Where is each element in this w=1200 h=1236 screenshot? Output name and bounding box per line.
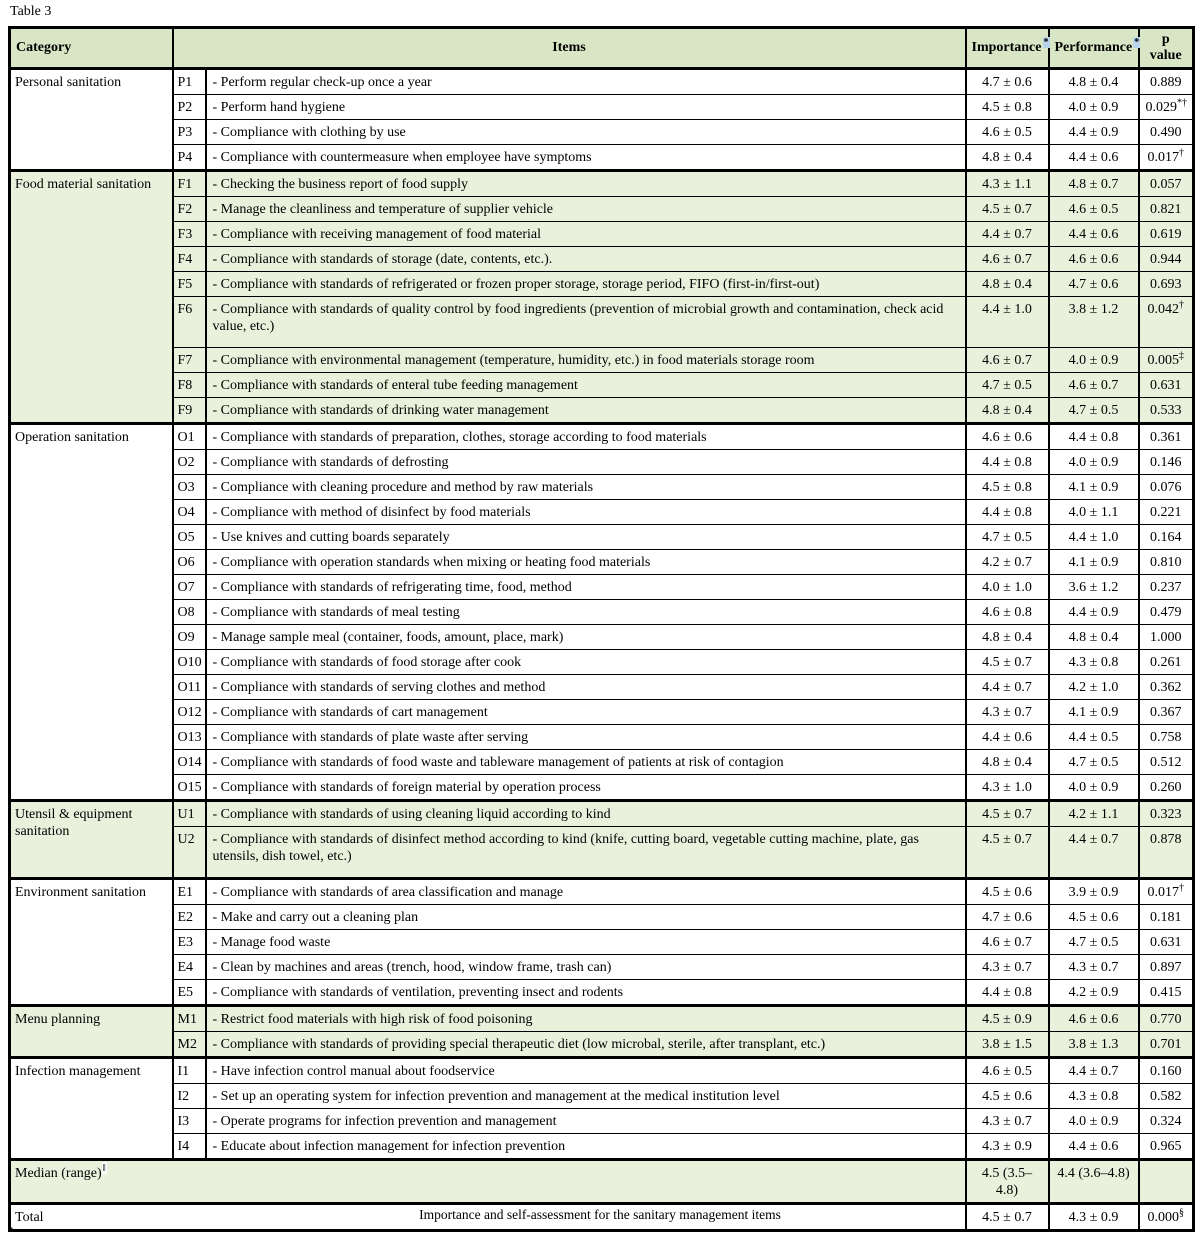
importance-cell: 4.4 ± 0.7 [966, 222, 1049, 247]
item-text-cell: - Compliance with standards of providing special therapeutic diet (low microbal, sterile, after transplant, etc.) [206, 1032, 966, 1058]
importance-cell: 4.7 ± 0.6 [966, 905, 1049, 930]
importance-cell: 4.5 ± 0.6 [966, 879, 1049, 905]
importance-cell: 4.4 ± 0.8 [966, 450, 1049, 475]
table-row [10, 801, 1194, 827]
table-row [10, 955, 1194, 980]
importance-cell: 4.6 ± 0.7 [966, 348, 1049, 373]
performance-cell: 4.3 ± 0.8 [1049, 650, 1139, 675]
importance-cell: 4.7 ± 0.6 [966, 69, 1049, 95]
category-cell: Operation sanitation [10, 424, 173, 801]
table-row [10, 272, 1194, 297]
item-text-cell: - Compliance with standards of defrosting [206, 450, 966, 475]
item-text-cell: - Educate about infection management for infection prevention [206, 1134, 966, 1160]
importance-cell: 4.3 ± 0.7 [966, 955, 1049, 980]
p-value-cell: 0.042† [1139, 297, 1194, 348]
table-row [10, 95, 1194, 120]
importance-cell: 4.4 ± 0.7 [966, 675, 1049, 700]
p-value-cell: 0.057 [1139, 171, 1194, 197]
importance-cell: 4.3 ± 1.0 [966, 775, 1049, 801]
p-value-cell: 0.076 [1139, 475, 1194, 500]
summary-row [10, 1160, 1194, 1204]
p-value-cell: 0.582 [1139, 1084, 1194, 1109]
table-row [10, 222, 1194, 247]
item-text-cell: - Compliance with receiving management of food material [206, 222, 966, 247]
item-code-cell: O12 [173, 700, 206, 725]
importance-cell: 4.3 ± 1.1 [966, 171, 1049, 197]
importance-cell: 3.8 ± 1.5 [966, 1032, 1049, 1058]
item-text-cell: - Compliance with standards of area classification and manage [206, 879, 966, 905]
item-text-cell: - Compliance with standards of plate waste after serving [206, 725, 966, 750]
table-row [10, 905, 1194, 930]
item-text-cell: - Compliance with cleaning procedure and method by raw materials [206, 475, 966, 500]
p-value-cell: 0.479 [1139, 600, 1194, 625]
item-code-cell: P3 [173, 120, 206, 145]
table-row [10, 700, 1194, 725]
performance-cell: 4.6 ± 0.6 [1049, 247, 1139, 272]
performance-cell: 4.4 ± 0.6 [1049, 145, 1139, 171]
item-code-cell: O7 [173, 575, 206, 600]
table-row [10, 879, 1194, 905]
importance-cell: 4.4 ± 0.6 [966, 725, 1049, 750]
performance-cell: 4.3 ± 0.9 [1049, 1204, 1139, 1231]
importance-cell: 4.7 ± 0.5 [966, 373, 1049, 398]
table-row [10, 675, 1194, 700]
performance-cell: 4.4 ± 0.7 [1049, 1058, 1139, 1084]
performance-cell: 4.6 ± 0.5 [1049, 197, 1139, 222]
importance-cell: 4.6 ± 0.5 [966, 1058, 1049, 1084]
table-row [10, 650, 1194, 675]
table-row [10, 725, 1194, 750]
table-row [10, 625, 1194, 650]
item-text-cell: - Compliance with environmental management (temperature, humidity, etc.) in food materials storage room [206, 348, 966, 373]
performance-cell: 4.5 ± 0.6 [1049, 905, 1139, 930]
p-value-cell: 0.533 [1139, 398, 1194, 424]
footnote-marker: ‡ [1179, 350, 1184, 362]
item-code-cell: E5 [173, 980, 206, 1006]
item-text-cell: - Use knives and cutting boards separately [206, 525, 966, 550]
performance-cell: 4.2 ± 1.1 [1049, 801, 1139, 827]
item-code-cell: E4 [173, 955, 206, 980]
item-code-cell: O3 [173, 475, 206, 500]
importance-cell: 4.5 ± 0.7 [966, 650, 1049, 675]
performance-cell: 4.7 ± 0.6 [1049, 272, 1139, 297]
performance-cell: 4.4 ± 0.6 [1049, 222, 1139, 247]
item-code-cell: F9 [173, 398, 206, 424]
performance-cell: 4.8 ± 0.4 [1049, 625, 1139, 650]
item-text-cell: - Compliance with countermeasure when employee have symptoms [206, 145, 966, 171]
summary-label-cell: Total [10, 1204, 966, 1231]
importance-cell: 4.5 ± 0.7 [966, 801, 1049, 827]
p-value-cell: 0.005‡ [1139, 348, 1194, 373]
importance-cell: 4.3 ± 0.7 [966, 700, 1049, 725]
item-code-cell: O1 [173, 424, 206, 450]
item-code-cell: I2 [173, 1084, 206, 1109]
importance-cell: 4.8 ± 0.4 [966, 145, 1049, 171]
table-row [10, 1058, 1194, 1084]
table-row [10, 930, 1194, 955]
performance-cell: 4.4 (3.6–4.8) [1049, 1160, 1139, 1204]
performance-cell: 4.0 ± 0.9 [1049, 95, 1139, 120]
p-value-cell: 0.693 [1139, 272, 1194, 297]
performance-cell: 4.0 ± 1.1 [1049, 500, 1139, 525]
table-row [10, 450, 1194, 475]
table-row [10, 145, 1194, 171]
item-text-cell: - Set up an operating system for infection prevention and management at the medical institution level [206, 1084, 966, 1109]
item-text-cell: - Compliance with standards of ventilation, preventing insect and rodents [206, 980, 966, 1006]
performance-cell: 4.4 ± 1.0 [1049, 525, 1139, 550]
item-code-cell: O2 [173, 450, 206, 475]
item-text-cell: - Compliance with standards of using cleaning liquid according to kind [206, 801, 966, 827]
p-value-cell: 0.323 [1139, 801, 1194, 827]
p-value-cell: 0.758 [1139, 725, 1194, 750]
item-code-cell: O4 [173, 500, 206, 525]
performance-cell: 3.8 ± 1.3 [1049, 1032, 1139, 1058]
table-row [10, 69, 1194, 95]
header-items: Items [173, 28, 966, 69]
p-value-cell: 0.631 [1139, 930, 1194, 955]
table-body [10, 69, 1194, 1231]
footnote-marker: † [1179, 882, 1184, 894]
table-number-label: Table 3 [10, 4, 52, 19]
table-row [10, 475, 1194, 500]
footnote-marker: *† [1177, 97, 1187, 109]
p-value-cell: 0.631 [1139, 373, 1194, 398]
importance-cell: 4.7 ± 0.5 [966, 525, 1049, 550]
importance-cell: 4.4 ± 0.8 [966, 980, 1049, 1006]
footnote-marker: ‖ [102, 1162, 106, 1175]
importance-cell: 4.6 ± 0.7 [966, 247, 1049, 272]
item-code-cell: P2 [173, 95, 206, 120]
importance-cell: 4.4 ± 0.8 [966, 500, 1049, 525]
importance-cell: 4.5 ± 0.8 [966, 95, 1049, 120]
item-text-cell: - Clean by machines and areas (trench, hood, window frame, trash can) [206, 955, 966, 980]
item-text-cell: - Manage the cleanliness and temperature of supplier vehicle [206, 197, 966, 222]
importance-cell: 4.6 ± 0.8 [966, 600, 1049, 625]
performance-cell: 4.4 ± 0.5 [1049, 725, 1139, 750]
p-value-cell: 0.889 [1139, 69, 1194, 95]
table-row [10, 750, 1194, 775]
performance-cell: 3.9 ± 0.9 [1049, 879, 1139, 905]
header-p-value: p value [1139, 28, 1194, 69]
item-text-cell: - Compliance with standards of serving clothes and method [206, 675, 966, 700]
item-text-cell: - Operate programs for infection prevention and management [206, 1109, 966, 1134]
p-value-cell: 0.237 [1139, 575, 1194, 600]
item-code-cell: O9 [173, 625, 206, 650]
item-code-cell: O10 [173, 650, 206, 675]
table-row [10, 297, 1194, 348]
table-row [10, 500, 1194, 525]
importance-cell: 4.5 ± 0.7 [966, 1204, 1049, 1231]
header-importance: Importance * [966, 28, 1049, 69]
p-value-cell: 1.000 [1139, 625, 1194, 650]
performance-cell: 4.8 ± 0.4 [1049, 69, 1139, 95]
item-code-cell: E1 [173, 879, 206, 905]
item-code-cell: U2 [173, 827, 206, 879]
performance-cell: 4.1 ± 0.9 [1049, 475, 1139, 500]
performance-cell: 4.3 ± 0.7 [1049, 955, 1139, 980]
item-text-cell: - Compliance with operation standards when mixing or heating food materials [206, 550, 966, 575]
item-text-cell: - Checking the business report of food supply [206, 171, 966, 197]
performance-cell: 4.1 ± 0.9 [1049, 550, 1139, 575]
item-code-cell: O5 [173, 525, 206, 550]
performance-cell: 4.0 ± 0.9 [1049, 775, 1139, 801]
p-value-cell: 0.164 [1139, 525, 1194, 550]
item-code-cell: P1 [173, 69, 206, 95]
category-cell: Menu planning [10, 1006, 173, 1058]
performance-cell: 4.4 ± 0.9 [1049, 120, 1139, 145]
item-code-cell: O13 [173, 725, 206, 750]
table-row [10, 120, 1194, 145]
category-cell: Environment sanitation [10, 879, 173, 1006]
p-value-cell: 0.878 [1139, 827, 1194, 879]
item-text-cell: - Compliance with standards of preparation, clothes, storage according to food materials [206, 424, 966, 450]
item-text-cell: - Compliance with standards of cart management [206, 700, 966, 725]
table-row [10, 525, 1194, 550]
table-row [10, 600, 1194, 625]
item-text-cell: - Have infection control manual about foodservice [206, 1058, 966, 1084]
table-row [10, 1109, 1194, 1134]
performance-cell: 4.3 ± 0.8 [1049, 1084, 1139, 1109]
p-value-cell: 0.221 [1139, 500, 1194, 525]
importance-cell: 4.6 ± 0.6 [966, 424, 1049, 450]
p-value-cell: 0.181 [1139, 905, 1194, 930]
table-row [10, 575, 1194, 600]
item-code-cell: O8 [173, 600, 206, 625]
importance-cell: 4.8 ± 0.4 [966, 750, 1049, 775]
p-value-cell: 0.965 [1139, 1134, 1194, 1160]
importance-cell: 4.5 ± 0.7 [966, 197, 1049, 222]
p-value-cell: 0.017† [1139, 145, 1194, 171]
table-row [10, 1134, 1194, 1160]
table-caption: Importance and self-assessment for the sanitary management items [419, 1207, 781, 1222]
p-value-cell: 0.017† [1139, 879, 1194, 905]
table-row [10, 1032, 1194, 1058]
item-code-cell: O14 [173, 750, 206, 775]
p-value-cell: 0.490 [1139, 120, 1194, 145]
item-code-cell: F5 [173, 272, 206, 297]
item-text-cell: - Manage food waste [206, 930, 966, 955]
item-code-cell: F1 [173, 171, 206, 197]
table-row [10, 424, 1194, 450]
performance-cell: 4.7 ± 0.5 [1049, 398, 1139, 424]
p-value-cell: 0.821 [1139, 197, 1194, 222]
table-row [10, 827, 1194, 879]
performance-cell: 4.0 ± 0.9 [1049, 1109, 1139, 1134]
p-value-cell: 0.897 [1139, 955, 1194, 980]
table-row [10, 775, 1194, 801]
p-value-cell: 0.261 [1139, 650, 1194, 675]
importance-cell: 4.5 ± 0.9 [966, 1006, 1049, 1032]
item-text-cell: - Compliance with standards of meal testing [206, 600, 966, 625]
item-code-cell: O11 [173, 675, 206, 700]
p-value-cell: 0.324 [1139, 1109, 1194, 1134]
performance-cell: 4.2 ± 0.9 [1049, 980, 1139, 1006]
item-text-cell: - Compliance with method of disinfect by food materials [206, 500, 966, 525]
p-value-cell: 0.810 [1139, 550, 1194, 575]
item-code-cell: O15 [173, 775, 206, 801]
category-cell: Food material sanitation [10, 171, 173, 424]
footnote-marker: § [1179, 1207, 1184, 1219]
item-text-cell: - Compliance with standards of food waste and tableware management of patients at risk of contagion [206, 750, 966, 775]
table-row [10, 373, 1194, 398]
performance-cell: 4.6 ± 0.6 [1049, 1006, 1139, 1032]
table-row [10, 1006, 1194, 1032]
p-value-cell: 0.770 [1139, 1006, 1194, 1032]
category-cell: Personal sanitation [10, 69, 173, 171]
item-text-cell: - Compliance with standards of quality control by food ingredients (prevention of microbial growth and contamination, check acid value, etc.) [206, 297, 966, 348]
importance-cell: 4.2 ± 0.7 [966, 550, 1049, 575]
p-value-cell: 0.362 [1139, 675, 1194, 700]
item-code-cell: I3 [173, 1109, 206, 1134]
performance-cell: 3.8 ± 1.2 [1049, 297, 1139, 348]
p-value-cell: 0.260 [1139, 775, 1194, 801]
table-row [10, 550, 1194, 575]
table-header-row [10, 28, 1194, 69]
importance-cell: 4.3 ± 0.9 [966, 1134, 1049, 1160]
item-text-cell: - Perform regular check-up once a year [206, 69, 966, 95]
p-value-cell: 0.367 [1139, 700, 1194, 725]
performance-footnote-marker: * [1134, 37, 1140, 49]
performance-cell: 4.6 ± 0.7 [1049, 373, 1139, 398]
table-row [10, 348, 1194, 373]
header-performance: Performance * [1049, 28, 1139, 69]
item-code-cell: M1 [173, 1006, 206, 1032]
item-code-cell: F6 [173, 297, 206, 348]
item-code-cell: F4 [173, 247, 206, 272]
item-text-cell: - Restrict food materials with high risk of food poisoning [206, 1006, 966, 1032]
p-value-cell: 0.029*† [1139, 95, 1194, 120]
item-code-cell: O6 [173, 550, 206, 575]
footnote-marker: † [1179, 147, 1184, 159]
header-category: Category [10, 28, 173, 69]
performance-cell: 4.8 ± 0.7 [1049, 171, 1139, 197]
performance-cell: 3.6 ± 1.2 [1049, 575, 1139, 600]
performance-cell: 4.4 ± 0.8 [1049, 424, 1139, 450]
item-text-cell: - Compliance with standards of foreign material by operation process [206, 775, 966, 801]
importance-cell: 4.8 ± 0.4 [966, 625, 1049, 650]
item-code-cell: I1 [173, 1058, 206, 1084]
table-row [10, 1084, 1194, 1109]
item-text-cell: - Compliance with standards of drinking water management [206, 398, 966, 424]
table-row [10, 171, 1194, 197]
category-cell: Infection management [10, 1058, 173, 1160]
importance-cell: 4.8 ± 0.4 [966, 398, 1049, 424]
item-text-cell: - Compliance with standards of enteral tube feeding management [206, 373, 966, 398]
item-code-cell: U1 [173, 801, 206, 827]
item-text-cell: - Manage sample meal (container, foods, amount, place, mark) [206, 625, 966, 650]
item-text-cell: - Compliance with standards of refrigerating time, food, method [206, 575, 966, 600]
item-text-cell: - Compliance with standards of refrigerated or frozen proper storage, storage period, FIFO (first-in/first-out) [206, 272, 966, 297]
category-cell: Utensil & equipment sanitation [10, 801, 173, 879]
item-text-cell: - Compliance with clothing by use [206, 120, 966, 145]
performance-cell: 4.7 ± 0.5 [1049, 750, 1139, 775]
importance-cell: 4.0 ± 1.0 [966, 575, 1049, 600]
p-value-cell: 0.619 [1139, 222, 1194, 247]
footnote-marker: † [1179, 299, 1184, 311]
item-code-cell: F3 [173, 222, 206, 247]
table-row [10, 980, 1194, 1006]
importance-cell: 4.3 ± 0.7 [966, 1109, 1049, 1134]
p-value-cell: 0.160 [1139, 1058, 1194, 1084]
sanitation-items-table [8, 26, 1195, 1232]
item-code-cell: F8 [173, 373, 206, 398]
importance-cell: 4.6 ± 0.5 [966, 120, 1049, 145]
performance-cell: 4.4 ± 0.6 [1049, 1134, 1139, 1160]
importance-cell: 4.8 ± 0.4 [966, 272, 1049, 297]
importance-cell: 4.4 ± 1.0 [966, 297, 1049, 348]
table-row [10, 398, 1194, 424]
item-text-cell: - Make and carry out a cleaning plan [206, 905, 966, 930]
performance-cell: 4.4 ± 0.7 [1049, 827, 1139, 879]
importance-cell: 4.5 ± 0.8 [966, 475, 1049, 500]
item-text-cell: - Compliance with standards of storage (date, contents, etc.). [206, 247, 966, 272]
footnote-dot: . [10, 1218, 14, 1233]
performance-cell: 4.0 ± 0.9 [1049, 348, 1139, 373]
item-text-cell: - Perform hand hygiene [206, 95, 966, 120]
p-value-cell: 0.944 [1139, 247, 1194, 272]
performance-cell: 4.7 ± 0.5 [1049, 930, 1139, 955]
summary-label-cell: Median (range)‖ [10, 1160, 966, 1204]
performance-cell: 4.2 ± 1.0 [1049, 675, 1139, 700]
importance-cell: 4.5 (3.5–4.8) [966, 1160, 1049, 1204]
importance-footnote-marker: * [1043, 37, 1049, 49]
performance-cell: 4.1 ± 0.9 [1049, 700, 1139, 725]
item-code-cell: I4 [173, 1134, 206, 1160]
importance-cell: 4.6 ± 0.7 [966, 930, 1049, 955]
item-code-cell: F2 [173, 197, 206, 222]
table-row [10, 247, 1194, 272]
importance-cell: 4.5 ± 0.7 [966, 827, 1049, 879]
item-text-cell: - Compliance with standards of disinfect method according to kind (knife, cutting board, vegetable cutting machine, plate, gas utensils, dish towel, etc.) [206, 827, 966, 879]
importance-cell: 4.5 ± 0.6 [966, 1084, 1049, 1109]
performance-cell: 4.0 ± 0.9 [1049, 450, 1139, 475]
item-code-cell: P4 [173, 145, 206, 171]
performance-cell: 4.4 ± 0.9 [1049, 600, 1139, 625]
item-code-cell: E2 [173, 905, 206, 930]
item-code-cell: M2 [173, 1032, 206, 1058]
p-value-cell: 0.512 [1139, 750, 1194, 775]
p-value-cell: 0.415 [1139, 980, 1194, 1006]
item-text-cell: - Compliance with standards of food storage after cook [206, 650, 966, 675]
p-value-cell: 0.000§ [1139, 1204, 1194, 1231]
item-code-cell: F7 [173, 348, 206, 373]
table-row [10, 197, 1194, 222]
p-value-cell: 0.361 [1139, 424, 1194, 450]
p-value-cell: 0.146 [1139, 450, 1194, 475]
p-value-cell [1139, 1160, 1194, 1204]
p-value-cell: 0.701 [1139, 1032, 1194, 1058]
item-code-cell: E3 [173, 930, 206, 955]
